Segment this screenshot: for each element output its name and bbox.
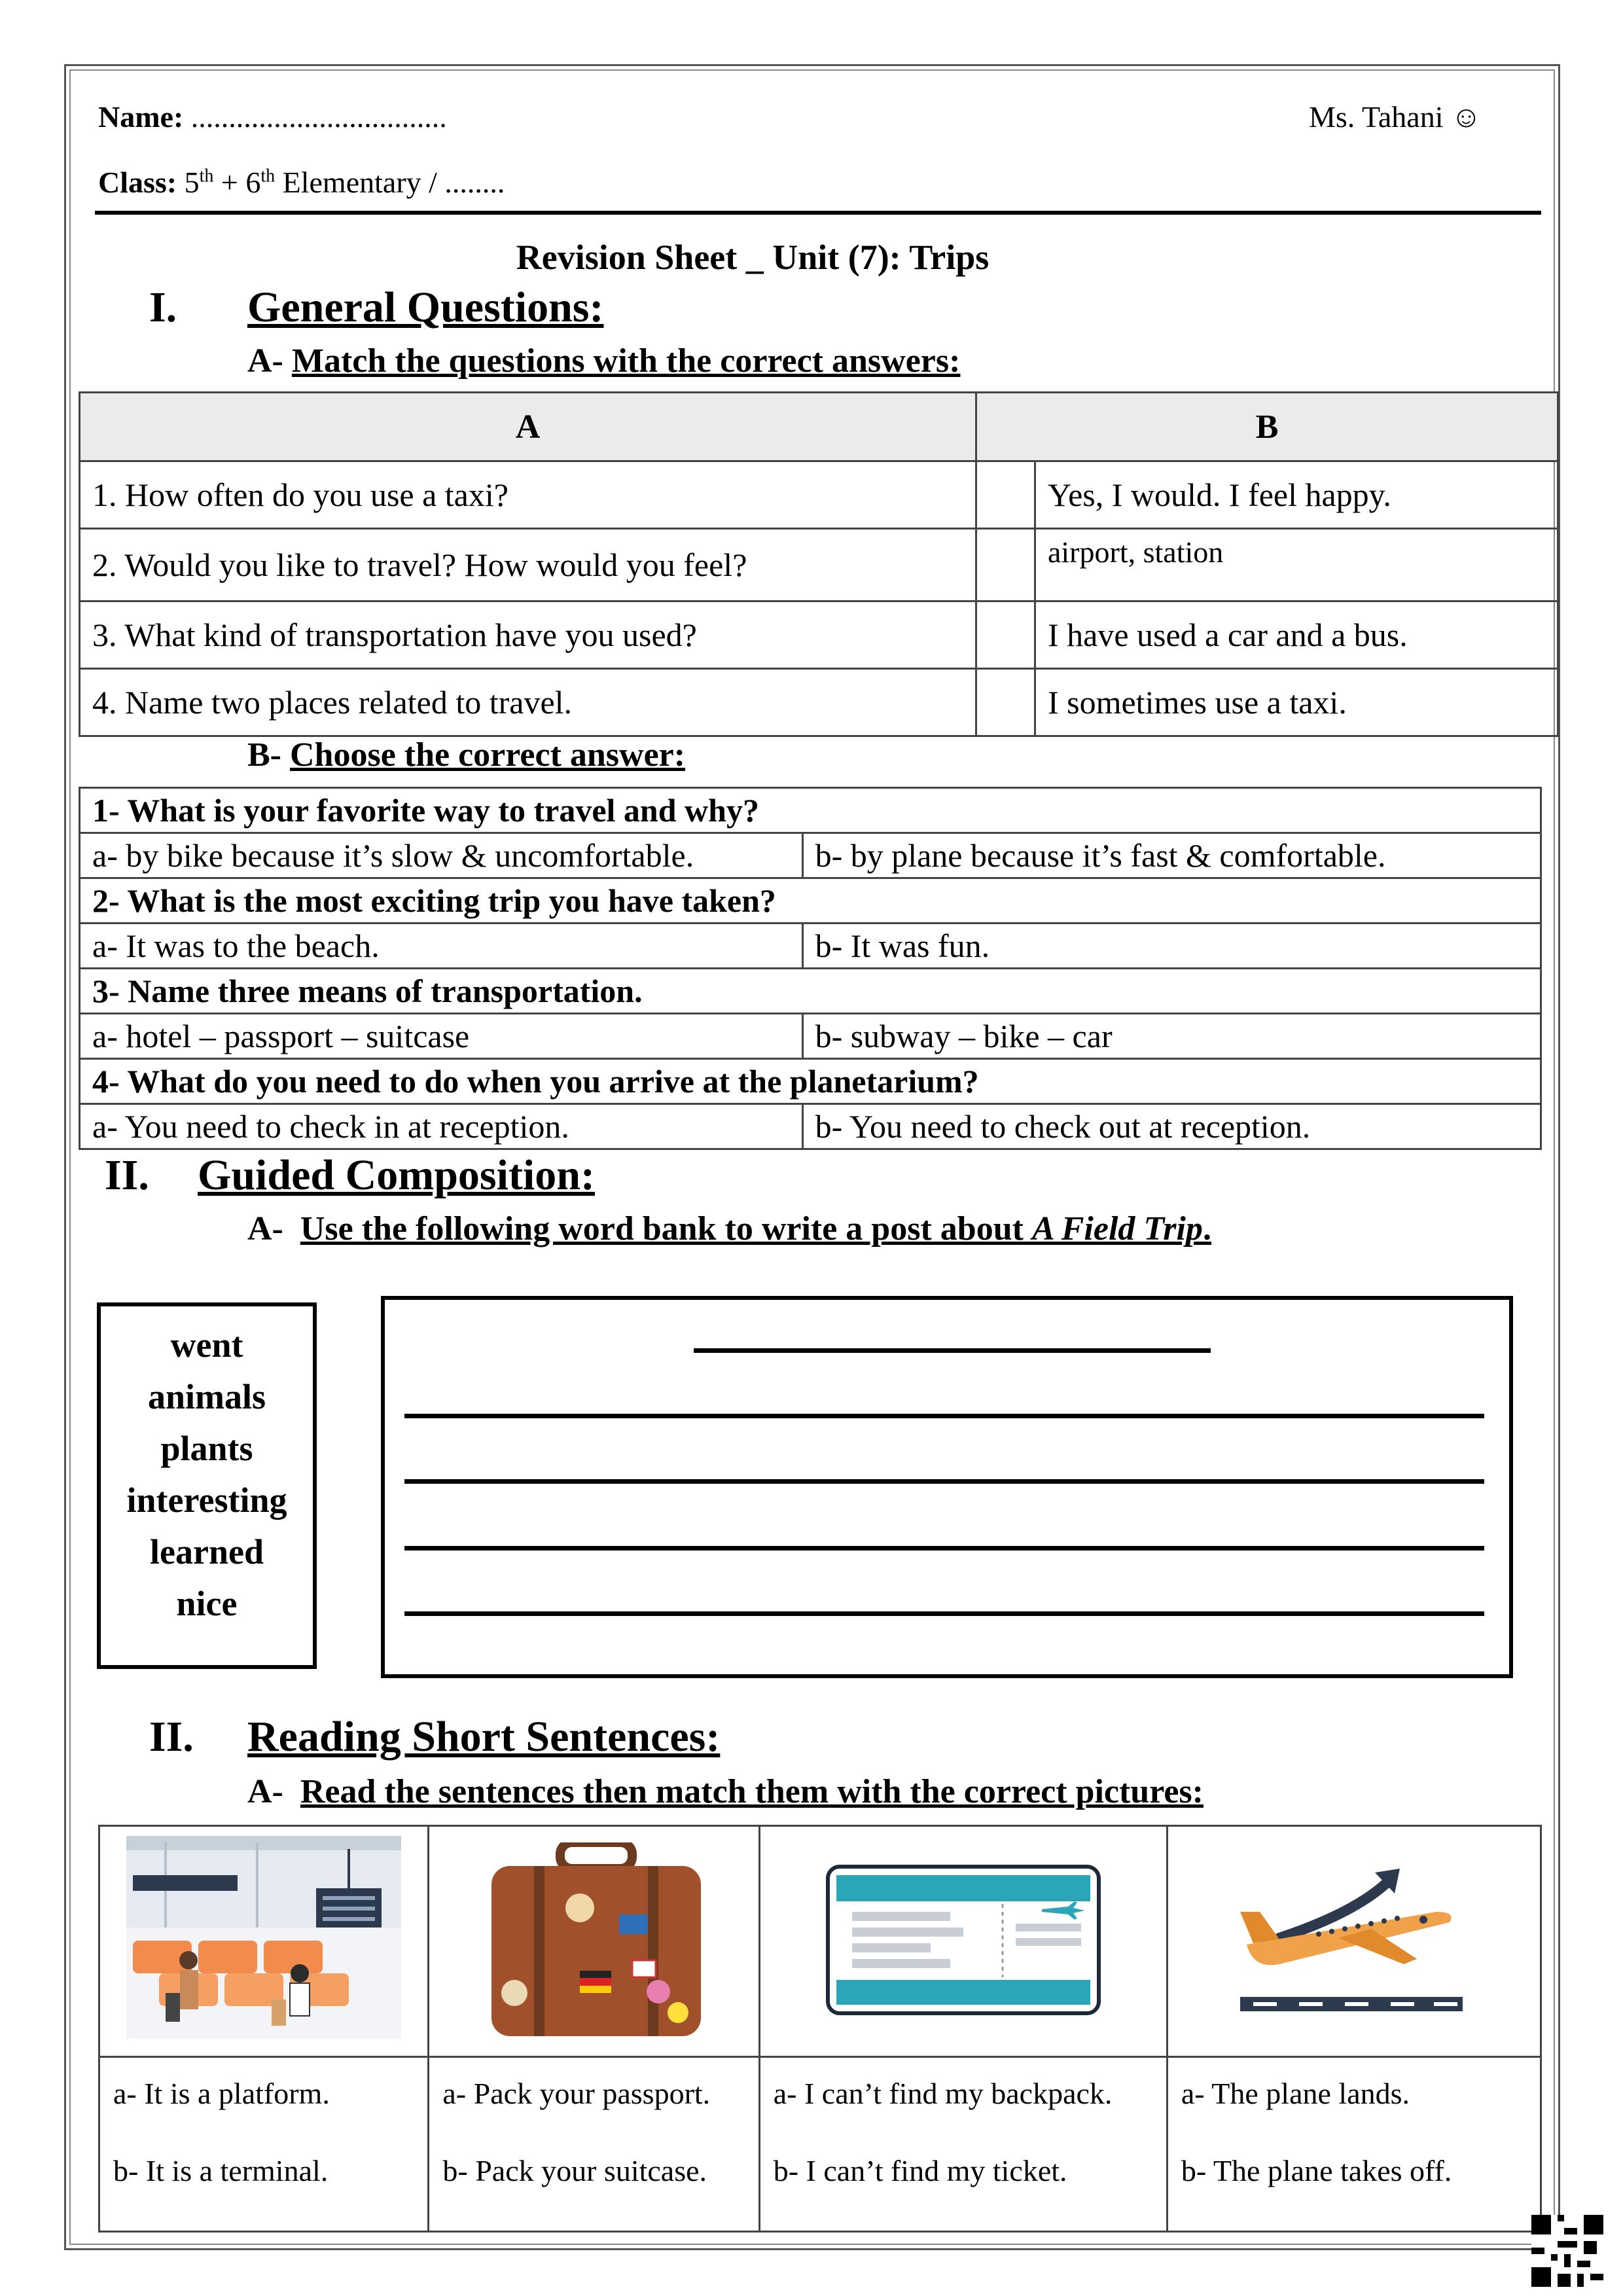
class-value-b: + 6 <box>213 166 261 199</box>
choose-table <box>79 787 1542 1150</box>
word-bank-item: interesting <box>126 1480 287 1520</box>
write-line[interactable] <box>404 1414 1484 1418</box>
col-b-header: B <box>976 393 1558 461</box>
choice-option-a[interactable]: a- by bike because it’s slow & uncomfortable. <box>80 833 803 878</box>
option-a[interactable]: a- I can’t find my backpack. <box>773 2077 1113 2110</box>
table-row <box>80 601 1558 669</box>
word-bank-item: learned <box>150 1532 264 1571</box>
name-line <box>98 99 447 134</box>
col-a-header: A <box>80 393 976 461</box>
write-line[interactable] <box>404 1479 1484 1484</box>
instruction-text: Use the following word bank to write a post about <box>300 1210 1032 1247</box>
section3-numeral: II. <box>149 1713 194 1761</box>
choice-option-b[interactable]: b- subway – bike – car <box>802 1014 1541 1059</box>
word-bank-item: nice <box>176 1584 238 1623</box>
match-answer-blank[interactable] <box>976 529 1035 601</box>
pictures-table <box>98 1825 1542 2233</box>
teacher-name: Ms. Tahani ☺ <box>1309 100 1482 134</box>
partB-prefix: B- <box>247 736 281 774</box>
ticket-icon <box>826 1865 1101 2015</box>
table-row <box>80 669 1558 736</box>
word-bank-item: went <box>170 1325 243 1365</box>
option-a[interactable]: a- The plane lands. <box>1181 2077 1410 2110</box>
header-rule <box>95 211 1541 215</box>
qr-code-icon <box>1531 2215 1603 2287</box>
partA-prefix: A- <box>247 342 283 380</box>
table-row <box>80 529 1558 601</box>
match-question: 3. What kind of transportation have you used? <box>80 601 976 669</box>
match-answer: I sometimes use a taxi. <box>1035 669 1558 736</box>
match-answer: airport, station <box>1035 529 1558 601</box>
choice-question: 4- What do you need to do when you arrive at the planetarium? <box>80 1059 1541 1104</box>
section1-numeral: I. <box>149 283 177 331</box>
word-bank <box>97 1302 317 1669</box>
picture-options <box>99 2057 429 2232</box>
class-value-a: 5 <box>177 166 200 199</box>
write-line[interactable] <box>404 1546 1484 1551</box>
partB-text: Choose the correct answer: <box>290 736 686 774</box>
class-sup-a: th <box>199 166 214 187</box>
section1-partA-instruction <box>247 342 960 380</box>
picture-cell <box>759 1826 1167 2057</box>
word-bank-item: plants <box>160 1429 253 1468</box>
name-label: Name: <box>98 100 184 134</box>
match-answer-blank[interactable] <box>976 461 1035 529</box>
class-sup-b: th <box>260 166 276 187</box>
partA-prefix: A- <box>247 1773 283 1810</box>
write-line[interactable] <box>404 1611 1484 1616</box>
section2-heading: Guided Composition: <box>198 1151 595 1199</box>
class-label: Class: <box>98 166 177 199</box>
section3-heading: Reading Short Sentences: <box>247 1713 721 1761</box>
airport-terminal-icon <box>126 1836 401 2039</box>
picture-cell <box>99 1826 429 2057</box>
section1-partB-instruction <box>247 736 685 774</box>
suitcase-icon <box>488 1842 704 2039</box>
choice-option-b[interactable]: b- You need to check out at reception. <box>802 1104 1541 1149</box>
match-answer-blank[interactable] <box>976 669 1035 736</box>
topic-text: A Field Trip <box>1031 1210 1203 1247</box>
match-question: 2. Would you like to travel? How would you feel? <box>80 529 976 601</box>
picture-options <box>759 2057 1167 2232</box>
partA-text <box>300 1210 1211 1247</box>
option-a[interactable]: a- Pack your passport. <box>442 2077 711 2110</box>
match-answer-blank[interactable] <box>976 601 1035 669</box>
class-value-c: Elementary / ........ <box>275 166 505 199</box>
section3-partA-instruction <box>247 1772 1204 1811</box>
section2-numeral: II. <box>105 1151 149 1199</box>
section2-partA-instruction <box>247 1210 1211 1248</box>
option-b[interactable]: b- I can’t find my ticket. <box>773 2154 1067 2187</box>
match-question: 1. How often do you use a taxi? <box>80 461 976 529</box>
word-bank-item: animals <box>147 1377 266 1416</box>
picture-cell <box>429 1826 759 2057</box>
choice-option-a[interactable]: a- It was to the beach. <box>80 924 803 969</box>
match-answer: Yes, I would. I feel happy. <box>1035 461 1558 529</box>
choice-option-a[interactable]: a- You need to check in at reception. <box>80 1104 803 1149</box>
partA-prefix: A- <box>247 1210 283 1247</box>
option-b[interactable]: b- The plane takes off. <box>1181 2154 1452 2187</box>
partA-text: Match the questions with the correct answers: <box>291 342 961 380</box>
option-b[interactable]: b- Pack your suitcase. <box>442 2154 707 2187</box>
choice-option-b[interactable]: b- by plane because it’s fast & comfortable. <box>802 833 1541 878</box>
option-b[interactable]: b- It is a terminal. <box>113 2154 329 2187</box>
match-question: 4. Name two places related to travel. <box>80 669 976 736</box>
section1-heading: General Questions: <box>247 283 604 331</box>
plane-takeoff-icon <box>1240 1866 1463 2017</box>
picture-options <box>1167 2057 1541 2232</box>
choice-question: 3- Name three means of transportation. <box>80 969 1541 1014</box>
writing-box[interactable] <box>381 1296 1513 1678</box>
choice-option-a[interactable]: a- hotel – passport – suitcase <box>80 1014 803 1059</box>
partA-text: Read the sentences then match them with the correct pictures: <box>300 1773 1204 1810</box>
instruction-end: . <box>1202 1210 1211 1247</box>
table-row <box>80 461 1558 529</box>
match-table <box>79 391 1559 737</box>
title-write-line[interactable] <box>694 1348 1211 1353</box>
picture-options <box>429 2057 759 2232</box>
match-answer: I have used a car and a bus. <box>1035 601 1558 669</box>
choice-option-b[interactable]: b- It was fun. <box>802 924 1541 969</box>
name-blank[interactable]: .................................. <box>183 100 447 134</box>
option-a[interactable]: a- It is a platform. <box>113 2077 330 2110</box>
choice-question: 2- What is the most exciting trip you have taken? <box>80 878 1541 924</box>
picture-cell <box>1167 1826 1541 2057</box>
page-title: Revision Sheet _ Unit (7): Trips <box>516 238 990 277</box>
class-line <box>98 165 505 200</box>
choice-question: 1- What is your favorite way to travel and why? <box>80 788 1541 833</box>
